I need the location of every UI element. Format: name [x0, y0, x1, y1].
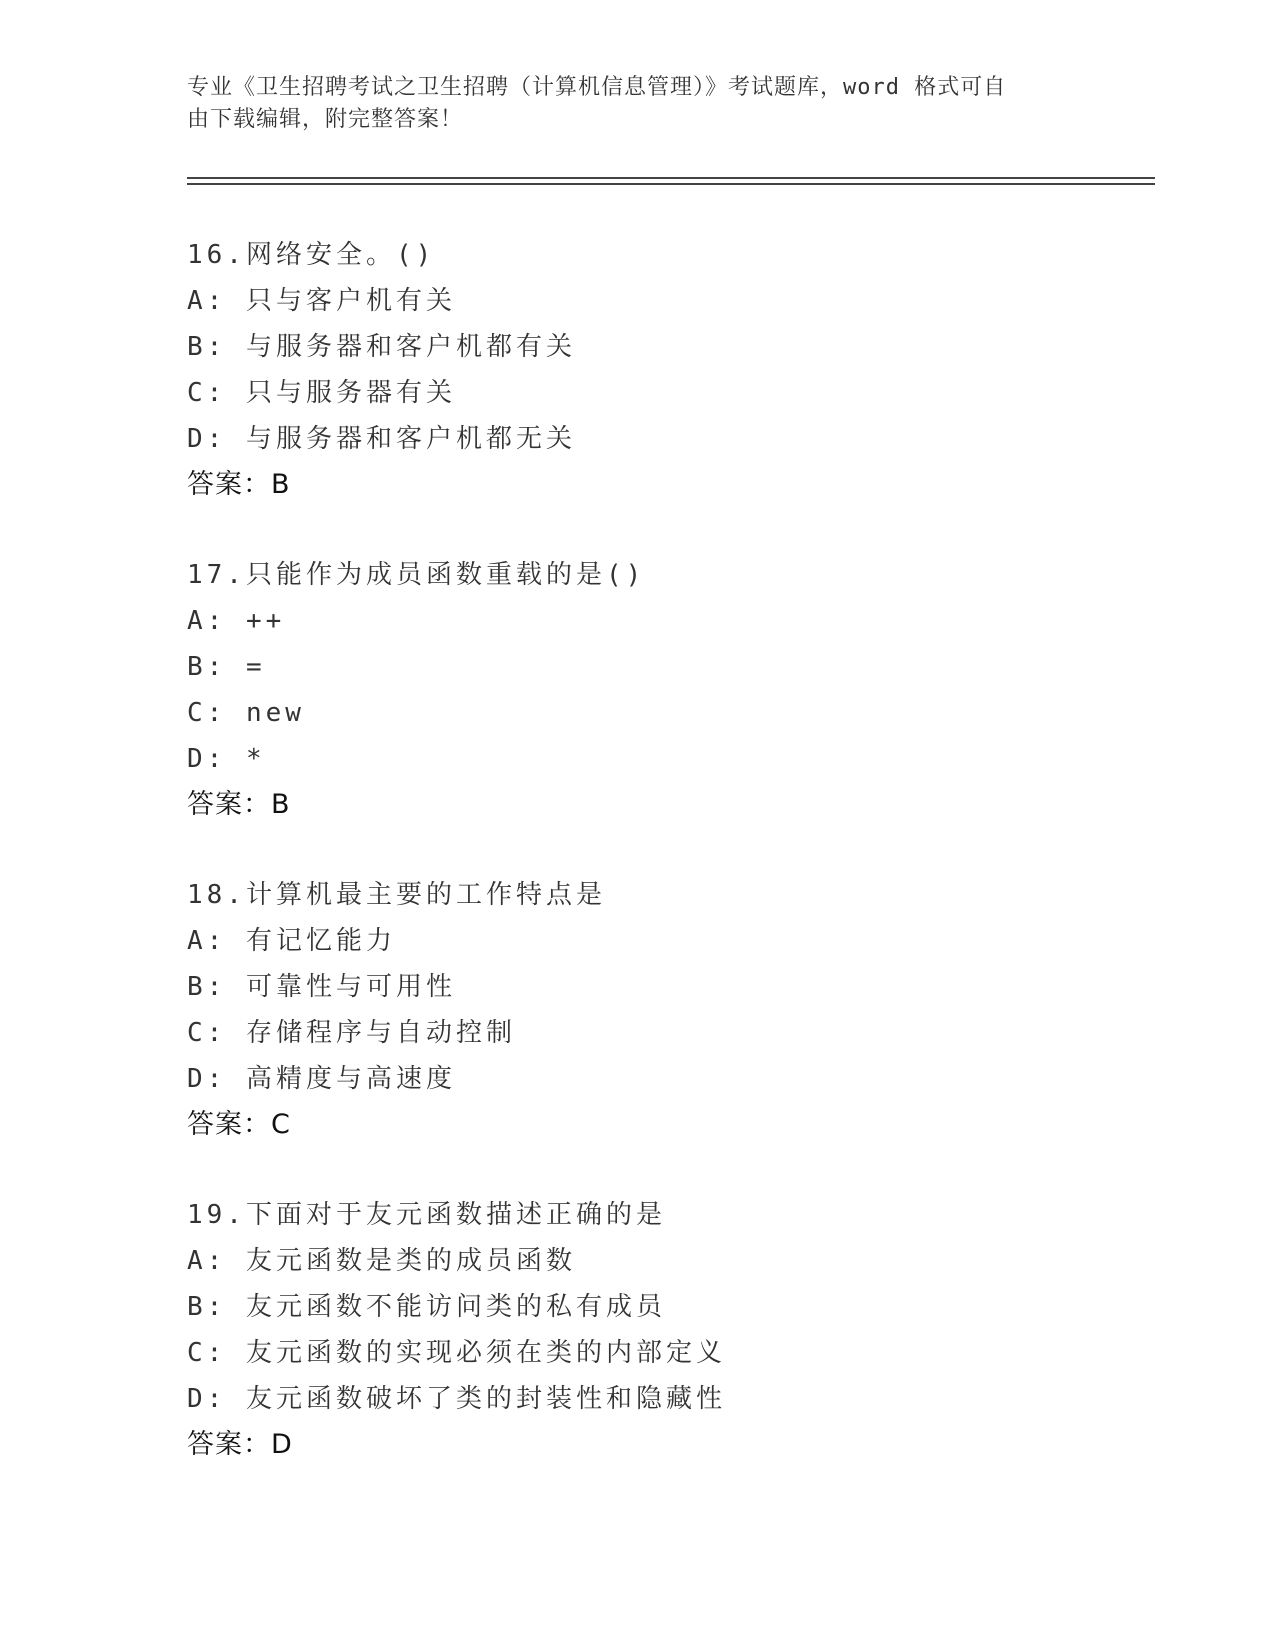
option-c: C: 友元函数的实现必须在类的内部定义: [187, 1338, 726, 1368]
option-a: A: 有记忆能力: [187, 926, 396, 956]
option-c: C: 存储程序与自动控制: [187, 1018, 516, 1048]
document-header: [187, 72, 1067, 136]
question-title: 18.计算机最主要的工作特点是: [187, 880, 606, 910]
option-d: D: 友元函数破坏了类的封装性和隐藏性: [187, 1384, 726, 1414]
option-a: A: 友元函数是类的成员函数: [187, 1246, 576, 1276]
answer-text: 答案：C: [187, 1109, 291, 1140]
option-b: B: 友元函数不能访问类的私有成员: [187, 1292, 666, 1322]
question-title: 17.只能作为成员函数重载的是(): [187, 560, 646, 590]
answer-text: 答案：D: [187, 1429, 293, 1460]
answer-text: 答案：B: [187, 469, 291, 500]
question-18: [187, 872, 1167, 1148]
answer-text: 答案：B: [187, 789, 291, 820]
header-text-line-1: 专业《卫生招聘考试之卫生招聘（计算机信息管理）》考试题库，word 格式可自: [187, 75, 1007, 100]
option-a: A: ++: [187, 606, 286, 636]
option-c: C: new: [187, 698, 305, 728]
option-d: D: 与服务器和客户机都无关: [187, 424, 576, 454]
header-divider-bottom: [187, 183, 1155, 185]
option-b: B: 与服务器和客户机都有关: [187, 332, 576, 362]
option-d: D: *: [187, 744, 266, 774]
option-d: D: 高精度与高速度: [187, 1064, 456, 1094]
question-17: [187, 552, 1167, 828]
question-title: 16.网络安全。(): [187, 240, 436, 270]
header-text-line-2: 由下载编辑，附完整答案！: [187, 107, 464, 132]
option-b: B: 可靠性与可用性: [187, 972, 456, 1002]
question-16: [187, 232, 1167, 508]
question-title: 19.下面对于友元函数描述正确的是: [187, 1200, 666, 1230]
option-a: A: 只与客户机有关: [187, 286, 456, 316]
header-divider-top: [187, 177, 1155, 179]
question-19: [187, 1192, 1167, 1468]
option-c: C: 只与服务器有关: [187, 378, 456, 408]
option-b: B: =: [187, 652, 266, 682]
